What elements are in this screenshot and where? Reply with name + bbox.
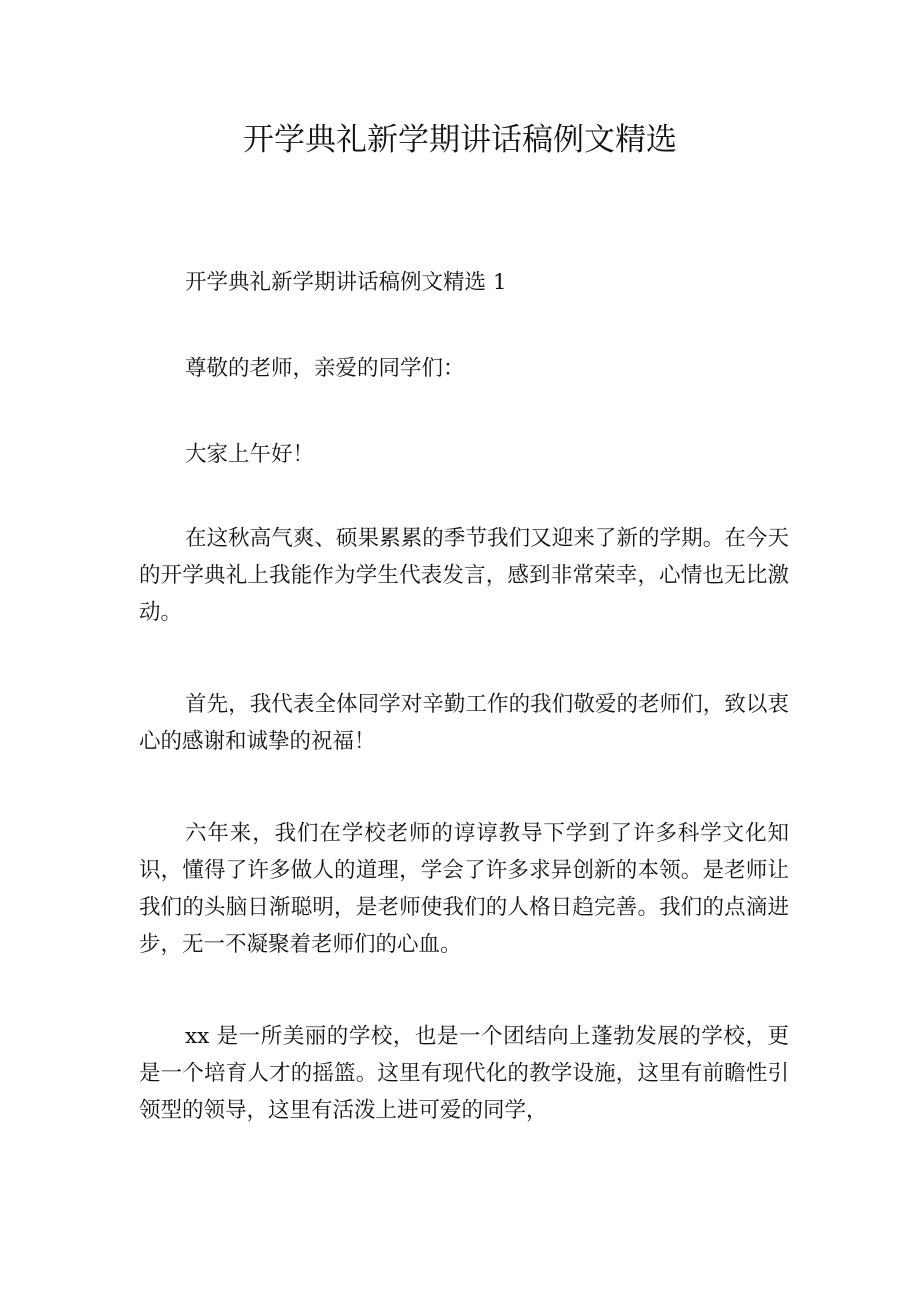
body-paragraph-3: 六年来，我们在学校老师的谆谆教导下学到了许多科学文化知识，懂得了许多做人的道理，学会了许多求异创新的本领。是老师让我们的头脑日渐聪明，是老师使我们的人格日趋完善。我们的点滴进步，无一不凝聚着老师们的心血。: [139, 821, 789, 957]
body-paragraph-4: xx 是一所美丽的学校，也是一个团结向上蓬勃发展的学校，更是一个培育人才的摇篮。这里有现代化的教学设施，这里有前瞻性引领型的领导，这里有活泼上进可爱的同学，: [139, 1024, 789, 1123]
body-paragraph-1: 在这秋高气爽、硕果累累的季节我们又迎来了新的学期。在今天的开学典礼上我能作为学生代表发言，感到非常荣幸，心情也无比激动。: [139, 526, 789, 625]
hello-paragraph: 大家上午好！: [185, 442, 315, 467]
section-heading: 开学典礼新学期讲话稿例文精选 1: [185, 270, 507, 295]
body-paragraph-2: 首先，我代表全体同学对辛勤工作的我们敬爱的老师们，致以衷心的感谢和诚挚的祝福！: [139, 692, 789, 754]
greeting-paragraph: 尊敬的老师，亲爱的同学们：: [185, 356, 465, 381]
document-title: 开学典礼新学期讲话稿例文精选: [243, 122, 677, 158]
